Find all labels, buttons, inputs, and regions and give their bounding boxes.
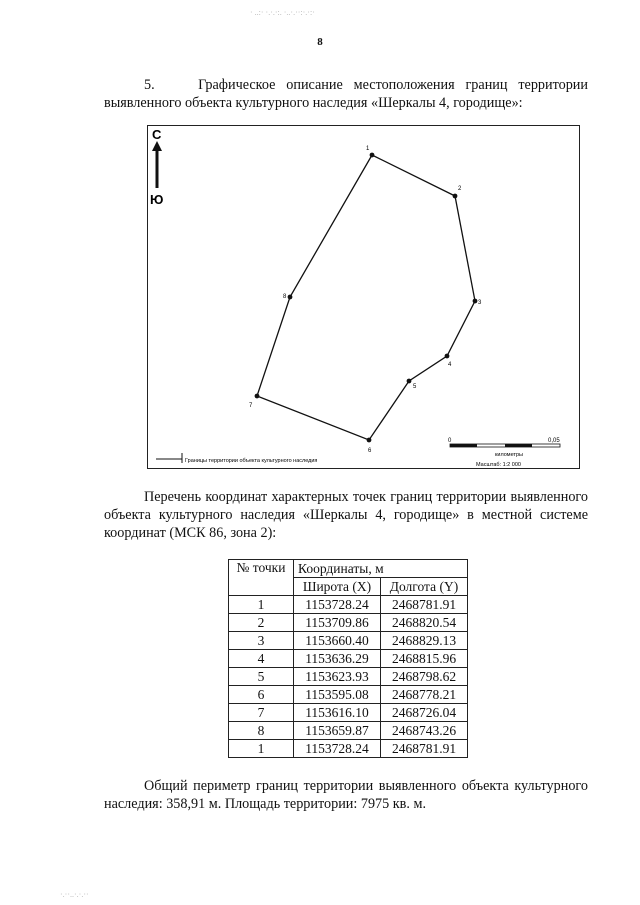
scale-unit: километры bbox=[495, 452, 523, 458]
vertex-1 bbox=[366, 146, 374, 157]
scale-ratio: Масштаб: 1:2 000 bbox=[476, 462, 521, 468]
coordinates-intro bbox=[104, 488, 588, 542]
cell-point-number: 1 bbox=[229, 596, 294, 614]
vertex-3 bbox=[473, 299, 482, 306]
vertex-label: 7 bbox=[249, 403, 253, 409]
header-longitude: Долгота (Y) bbox=[381, 578, 468, 596]
cell-point-number: 1 bbox=[229, 740, 294, 758]
north-arrow-icon bbox=[152, 141, 162, 188]
cell-point-number: 7 bbox=[229, 704, 294, 722]
coordinates-intro-text: Перечень координат характерных точек границ территории выявленного объекта культурного наследия «Шеркалы 4, городище» в местной системе координат (МСК 86, зона 2): bbox=[104, 489, 588, 541]
summary-paragraph bbox=[104, 777, 588, 813]
cell-longitude: 2468829.13 bbox=[381, 632, 468, 650]
table-row bbox=[229, 614, 468, 632]
scan-artifact: · ..:· ·.·.·:. ·..·.··:·.·:· bbox=[250, 8, 315, 17]
cell-longitude: 2468743.26 bbox=[381, 722, 468, 740]
cell-latitude: 1153660.40 bbox=[294, 632, 381, 650]
vertex-label: 5 bbox=[413, 384, 417, 390]
cell-point-number: 6 bbox=[229, 686, 294, 704]
page-number: 8 bbox=[317, 36, 323, 48]
vertex-label: 2 bbox=[458, 186, 462, 192]
table-row bbox=[229, 740, 468, 758]
cell-latitude: 1153728.24 bbox=[294, 596, 381, 614]
vertex-label: 8 bbox=[283, 294, 287, 300]
cell-latitude: 1153616.10 bbox=[294, 704, 381, 722]
header-coordinates: Координаты, м bbox=[294, 560, 468, 578]
vertex-label: 3 bbox=[478, 300, 482, 306]
map-legend bbox=[156, 453, 317, 464]
cell-latitude: 1153709.86 bbox=[294, 614, 381, 632]
vertex-6 bbox=[367, 438, 372, 454]
scale-end: 0,05 bbox=[548, 438, 560, 444]
table-row bbox=[229, 632, 468, 650]
scale-bar bbox=[448, 438, 560, 468]
table-row bbox=[229, 686, 468, 704]
vertex-7 bbox=[249, 394, 259, 409]
vertex-label: 6 bbox=[368, 448, 372, 454]
cell-longitude: 2468798.62 bbox=[381, 668, 468, 686]
vertex-label: 4 bbox=[448, 362, 452, 368]
scan-artifact: ·.··..·.·.·· bbox=[60, 890, 89, 899]
south-label: Ю bbox=[150, 192, 164, 207]
header-latitude: Широта (X) bbox=[294, 578, 381, 596]
vertex-4 bbox=[445, 354, 452, 368]
cell-longitude: 2468781.91 bbox=[381, 596, 468, 614]
cell-longitude: 2468815.96 bbox=[381, 650, 468, 668]
scale-start: 0 bbox=[448, 438, 452, 444]
cell-longitude: 2468726.04 bbox=[381, 704, 468, 722]
cell-latitude: 1153659.87 bbox=[294, 722, 381, 740]
vertex-8 bbox=[283, 294, 292, 300]
vertex-label: 1 bbox=[366, 146, 370, 152]
north-label: С bbox=[152, 127, 162, 142]
cell-point-number: 4 bbox=[229, 650, 294, 668]
section-title: Графическое описание местоположения границ территории выявленного объекта культурного наследия «Шеркалы 4, городище»: bbox=[104, 77, 588, 111]
summary-text: Общий периметр границ территории выявленного объекта культурного наследия: 358,91 м. Площадь территории: 7975 кв. м. bbox=[104, 778, 588, 812]
table-row bbox=[229, 704, 468, 722]
cell-point-number: 5 bbox=[229, 668, 294, 686]
cell-latitude: 1153728.24 bbox=[294, 740, 381, 758]
table-row bbox=[229, 596, 468, 614]
cell-longitude: 2468820.54 bbox=[381, 614, 468, 632]
table-row bbox=[229, 650, 468, 668]
cell-latitude: 1153595.08 bbox=[294, 686, 381, 704]
vertex-5 bbox=[407, 379, 417, 390]
section-heading bbox=[104, 76, 588, 112]
cell-point-number: 3 bbox=[229, 632, 294, 650]
cell-point-number: 2 bbox=[229, 614, 294, 632]
legend-label: Границы территории объекта культурного наследия bbox=[185, 458, 318, 464]
section-number: 5. bbox=[144, 77, 155, 93]
coordinates-table bbox=[228, 559, 468, 758]
cell-latitude: 1153623.93 bbox=[294, 668, 381, 686]
vertex-2 bbox=[453, 186, 462, 198]
table-row bbox=[229, 722, 468, 740]
table-row bbox=[229, 668, 468, 686]
cell-longitude: 2468781.91 bbox=[381, 740, 468, 758]
header-point-number: № точки bbox=[229, 560, 294, 596]
boundary-map bbox=[147, 125, 580, 469]
cell-latitude: 1153636.29 bbox=[294, 650, 381, 668]
cell-longitude: 2468778.21 bbox=[381, 686, 468, 704]
cell-point-number: 8 bbox=[229, 722, 294, 740]
